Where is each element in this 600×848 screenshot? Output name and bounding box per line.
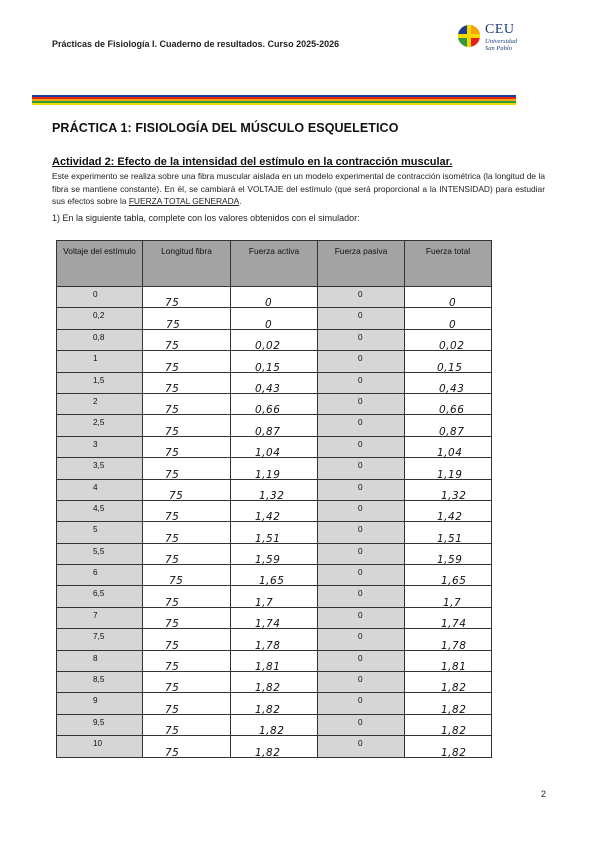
longitud-cell <box>143 479 231 500</box>
longitud-cell-value: 75 <box>165 511 180 524</box>
fuerza-activa-cell <box>231 736 318 757</box>
fuerza-activa-cell <box>231 522 318 543</box>
fuerza-pasiva-cell <box>318 287 405 308</box>
fuerza-pasiva-cell-value: 0 <box>358 461 363 471</box>
voltaje-cell <box>57 458 143 479</box>
table-row <box>57 287 492 308</box>
longitud-cell-value: 75 <box>165 382 180 395</box>
fuerza-activa-cell <box>231 436 318 460</box>
fuerza-pasiva-cell <box>318 308 405 329</box>
longitud-cell <box>143 287 231 308</box>
longitud-cell <box>143 672 231 693</box>
fuerza-pasiva-cell <box>318 500 405 521</box>
fuerza-activa-cell-value: 1,04 <box>255 447 281 460</box>
voltaje-cell-value: 0,2 <box>93 311 105 321</box>
results-table <box>56 240 492 758</box>
longitud-cell <box>143 629 231 650</box>
fuerza-activa-cell <box>231 372 318 393</box>
longitud-cell-value: 75 <box>165 618 180 631</box>
voltaje-cell-value: 9 <box>93 696 98 706</box>
voltaje-cell-value: 4 <box>93 482 98 492</box>
fuerza-activa-cell-value: 0,02 <box>255 340 281 353</box>
fuerza-activa-cell <box>231 693 318 714</box>
fuerza-total-cell <box>405 415 492 436</box>
fuerza-activa-cell-value: 0 <box>265 318 273 331</box>
fuerza-pasiva-cell <box>318 586 405 607</box>
longitud-cell-value: 75 <box>165 468 180 481</box>
voltaje-cell <box>57 650 143 671</box>
fuerza-total-cell <box>405 607 492 631</box>
fuerza-pasiva-cell-value: 0 <box>358 739 363 749</box>
fuerza-activa-cell-value: 1,82 <box>259 725 285 738</box>
voltaje-cell-value: 6 <box>93 568 98 578</box>
fuerza-pasiva-cell-value: 0 <box>358 675 363 685</box>
fuerza-activa-cell-value: 1,32 <box>259 489 285 502</box>
fuerza-activa-cell-value: 1,7 <box>255 596 274 609</box>
voltaje-cell-value: 7 <box>93 610 98 620</box>
fuerza-activa-cell-value: 1,82 <box>255 703 281 716</box>
longitud-cell-value: 75 <box>165 404 180 417</box>
fuerza-pasiva-cell-value: 0 <box>358 632 363 642</box>
table-row <box>57 351 492 372</box>
longitud-cell-value: 75 <box>165 639 180 652</box>
fuerza-activa-cell <box>231 607 318 631</box>
instructions-paragraph <box>52 170 545 208</box>
fuerza-pasiva-cell <box>318 458 405 479</box>
logo-sub-line-1: Universidad <box>485 38 518 45</box>
longitud-cell-value: 75 <box>165 746 180 759</box>
longitud-cell <box>143 372 231 393</box>
fuerza-activa-cell <box>231 586 318 607</box>
document-header-title: Prácticas de Fisiología I. Cuaderno de resultados. Curso 2025-2026 <box>52 39 340 49</box>
table-row <box>57 586 492 607</box>
table-row <box>57 372 492 393</box>
voltaje-cell-value: 9,5 <box>93 717 105 727</box>
fuerza-activa-cell <box>231 415 318 436</box>
fuerza-activa-cell-value: 1,42 <box>255 511 281 524</box>
fuerza-activa-cell <box>231 714 318 738</box>
voltaje-cell-value: 3,5 <box>93 461 105 471</box>
longitud-cell <box>143 650 231 674</box>
fuerza-total-cell <box>405 629 492 650</box>
table-row <box>57 736 492 757</box>
fuerza-pasiva-cell-value: 0 <box>358 439 363 449</box>
fuerza-pasiva-cell <box>318 522 405 543</box>
fuerza-activa-cell <box>231 650 318 674</box>
voltaje-cell <box>57 565 143 586</box>
longitud-cell <box>143 714 231 738</box>
fuerza-activa-cell-value: 1,59 <box>255 554 281 567</box>
fuerza-total-cell <box>405 543 492 567</box>
header-fuerza-activa: Fuerza activa <box>231 241 318 287</box>
voltaje-cell <box>57 522 143 543</box>
voltaje-cell-value: 2 <box>93 396 98 406</box>
fuerza-activa-cell-value: 1,78 <box>255 639 281 652</box>
fuerza-total-cell <box>405 436 492 460</box>
fuerza-pasiva-cell-value: 0 <box>358 503 363 513</box>
fuerza-pasiva-cell-value: 0 <box>358 311 363 321</box>
fuerza-pasiva-cell <box>318 693 405 714</box>
fuerza-total-cell-value: 0,87 <box>439 425 465 438</box>
fuerza-total-cell <box>405 458 492 479</box>
voltaje-cell <box>57 372 143 393</box>
fuerza-total-cell <box>405 736 492 757</box>
table-row <box>57 543 492 564</box>
fuerza-pasiva-cell-value: 0 <box>358 610 363 620</box>
fuerza-total-cell <box>405 287 492 308</box>
fuerza-activa-cell <box>231 329 318 353</box>
table-header-row <box>57 241 492 287</box>
fuerza-activa-cell-value: 1,81 <box>255 661 281 674</box>
voltaje-cell-value: 5 <box>93 525 98 535</box>
fuerza-activa-cell-value: 1,74 <box>255 618 281 631</box>
fuerza-pasiva-cell <box>318 415 405 436</box>
fuerza-pasiva-cell-value: 0 <box>358 589 363 599</box>
longitud-cell <box>143 436 231 460</box>
fuerza-total-cell <box>405 500 492 524</box>
fuerza-activa-cell-value: 1,82 <box>255 682 281 695</box>
voltaje-cell <box>57 543 143 564</box>
table-row <box>57 436 492 457</box>
longitud-cell-value: 75 <box>165 554 180 567</box>
fuerza-total-cell <box>405 393 492 417</box>
fuerza-pasiva-cell-value: 0 <box>358 375 363 385</box>
voltaje-cell-value: 10 <box>93 739 103 749</box>
voltaje-cell <box>57 693 143 714</box>
longitud-cell <box>143 586 231 607</box>
table-row <box>57 479 492 500</box>
fuerza-pasiva-cell-value: 0 <box>358 354 363 364</box>
fuerza-pasiva-cell-value: 0 <box>358 653 363 663</box>
paragraph-end: . <box>239 196 242 207</box>
voltaje-cell-value: 4,5 <box>93 503 105 513</box>
voltaje-cell <box>57 629 143 650</box>
fuerza-total-cell <box>405 372 492 393</box>
fuerza-pasiva-cell-value: 0 <box>358 525 363 535</box>
fuerza-total-cell-value: 1,19 <box>437 468 463 481</box>
fuerza-total-cell-value: 1,81 <box>441 661 467 674</box>
longitud-cell-value: 75 <box>165 596 180 609</box>
fuerza-total-cell-value: 0,43 <box>439 382 465 395</box>
table-row <box>57 329 492 350</box>
fuerza-pasiva-cell <box>318 436 405 457</box>
voltaje-cell-value: 0,8 <box>93 332 105 342</box>
table-row <box>57 629 492 650</box>
longitud-cell <box>143 308 231 329</box>
fuerza-activa-cell-value: 1,65 <box>259 575 285 588</box>
longitud-cell <box>143 458 231 479</box>
fuerza-total-cell-value: 0,66 <box>439 404 465 417</box>
table-row <box>57 714 492 735</box>
fuerza-total-cell-value: 0 <box>449 297 457 310</box>
fuerza-pasiva-cell <box>318 672 405 693</box>
longitud-cell <box>143 693 231 714</box>
fuerza-total-cell <box>405 565 492 586</box>
fuerza-total-cell <box>405 522 492 543</box>
fuerza-pasiva-cell-value: 0 <box>358 717 363 727</box>
fuerza-activa-cell <box>231 393 318 417</box>
fuerza-activa-cell-value: 0,43 <box>255 382 281 395</box>
fuerza-activa-cell <box>231 565 318 586</box>
longitud-cell-value: 75 <box>165 297 180 310</box>
voltaje-cell-value: 7,5 <box>93 632 105 642</box>
fuerza-total-cell <box>405 351 492 372</box>
fuerza-total-cell-value: 1,51 <box>437 532 463 545</box>
fuerza-activa-cell <box>231 479 318 500</box>
fuerza-pasiva-cell <box>318 565 405 586</box>
ceu-shield-icon <box>457 24 481 48</box>
fuerza-total-cell-value: 1,59 <box>437 554 463 567</box>
table-row <box>57 672 492 693</box>
fuerza-total-cell-value: 1,65 <box>441 575 467 588</box>
table-row <box>57 458 492 479</box>
longitud-cell-value: 75 <box>166 318 181 331</box>
longitud-cell-value: 75 <box>165 425 180 438</box>
fuerza-total-cell-value: 0,02 <box>439 340 465 353</box>
longitud-cell <box>143 543 231 567</box>
longitud-cell <box>143 607 231 631</box>
fuerza-total-cell-value: 1,82 <box>441 725 467 738</box>
fuerza-total-cell-value: 1,78 <box>441 639 467 652</box>
header-longitud: Longitud fibra <box>143 241 231 287</box>
voltaje-cell-value: 3 <box>93 439 98 449</box>
voltaje-cell-value: 8 <box>93 653 98 663</box>
fuerza-pasiva-cell <box>318 351 405 372</box>
fuerza-pasiva-cell <box>318 607 405 628</box>
fuerza-pasiva-cell <box>318 393 405 414</box>
fuerza-pasiva-cell <box>318 543 405 564</box>
longitud-cell-value: 75 <box>165 661 180 674</box>
fuerza-total-cell <box>405 714 492 738</box>
table-row <box>57 565 492 586</box>
fuerza-pasiva-cell <box>318 372 405 393</box>
paragraph-underlined-text: FUERZA TOTAL GENERADA <box>128 196 240 207</box>
fuerza-pasiva-cell-value: 0 <box>358 396 363 406</box>
longitud-cell <box>143 351 231 372</box>
voltaje-cell <box>57 607 143 628</box>
paragraph-text: Este experimento se realiza sobre una fibra muscular aislada en un modelo experimental de contracción isométrica (la longitud de la fibra se mantiene constante). En él, se cambiará el VOLTAJE del estímulo (que será proporcional a la INTENSIDAD) para estudiar sus efectos sobre la <box>52 171 545 207</box>
color-stripe-band <box>32 95 516 105</box>
fuerza-total-cell-value: 1,42 <box>437 511 463 524</box>
fuerza-total-cell-value: 1,82 <box>441 703 467 716</box>
fuerza-activa-cell-value: 1,19 <box>255 468 281 481</box>
fuerza-total-cell <box>405 693 492 714</box>
fuerza-total-cell <box>405 329 492 353</box>
table-row <box>57 693 492 714</box>
fuerza-total-cell <box>405 586 492 607</box>
fuerza-total-cell-value: 1,74 <box>441 618 467 631</box>
longitud-cell-value: 75 <box>165 340 180 353</box>
longitud-cell-value: 75 <box>165 703 180 716</box>
fuerza-total-cell-value: 1,82 <box>441 746 467 759</box>
fuerza-activa-cell <box>231 287 318 308</box>
voltaje-cell <box>57 500 143 521</box>
fuerza-total-cell-value: 0,15 <box>437 361 463 374</box>
voltaje-cell <box>57 415 143 436</box>
longitud-cell <box>143 329 231 353</box>
fuerza-total-cell-value: 1,32 <box>441 489 467 502</box>
table-row <box>57 607 492 628</box>
fuerza-activa-cell <box>231 308 318 329</box>
fuerza-pasiva-cell <box>318 714 405 735</box>
table-row <box>57 500 492 521</box>
fuerza-pasiva-cell <box>318 479 405 500</box>
fuerza-activa-cell-value: 0 <box>265 297 273 310</box>
fuerza-pasiva-cell-value: 0 <box>358 290 363 299</box>
voltaje-cell <box>57 736 143 757</box>
fuerza-total-cell-value: 1,7 <box>443 596 462 609</box>
table-row <box>57 308 492 329</box>
fuerza-activa-cell-value: 1,82 <box>255 746 281 759</box>
voltaje-cell <box>57 329 143 350</box>
fuerza-activa-cell <box>231 458 318 479</box>
fuerza-total-cell-value: 1,82 <box>441 682 467 695</box>
longitud-cell-value: 75 <box>169 575 184 588</box>
voltaje-cell-value: 6,5 <box>93 589 105 599</box>
longitud-cell <box>143 500 231 524</box>
logo-name: CEU <box>485 22 515 37</box>
fuerza-activa-cell-value: 1,51 <box>255 532 281 545</box>
fuerza-pasiva-cell <box>318 329 405 350</box>
fuerza-pasiva-cell <box>318 629 405 650</box>
header-fuerza-pasiva: Fuerza pasiva <box>318 241 405 287</box>
fuerza-pasiva-cell-value: 0 <box>358 696 363 706</box>
longitud-cell-value: 75 <box>165 682 180 695</box>
fuerza-total-cell <box>405 308 492 329</box>
fuerza-activa-cell-value: 0,15 <box>255 361 281 374</box>
logo-sub-line-2: San Pablo <box>485 45 512 52</box>
voltaje-cell <box>57 287 143 308</box>
fuerza-activa-cell-value: 0,87 <box>255 425 281 438</box>
voltaje-cell <box>57 714 143 735</box>
fuerza-pasiva-cell <box>318 736 405 757</box>
fuerza-pasiva-cell-value: 0 <box>358 418 363 428</box>
table-row <box>57 415 492 436</box>
fuerza-total-cell <box>405 650 492 674</box>
fuerza-activa-cell <box>231 351 318 372</box>
table-row <box>57 522 492 543</box>
fuerza-total-cell <box>405 672 492 693</box>
fuerza-total-cell-value: 1,04 <box>437 447 463 460</box>
voltaje-cell-value: 5,5 <box>93 546 105 556</box>
voltaje-cell <box>57 586 143 607</box>
longitud-cell-value: 75 <box>169 489 184 502</box>
practice-title: PRÁCTICA 1: FISIOLOGÍA DEL MÚSCULO ESQUELETICO <box>52 121 399 135</box>
fuerza-activa-cell <box>231 629 318 650</box>
fuerza-pasiva-cell-value: 0 <box>358 482 363 492</box>
question-text: 1) En la siguiente tabla, complete con los valores obtenidos con el simulador: <box>52 213 360 223</box>
fuerza-pasiva-cell-value: 0 <box>358 568 363 578</box>
ceu-logo <box>457 22 537 58</box>
voltaje-cell-value: 8,5 <box>93 675 105 685</box>
longitud-cell-value: 75 <box>165 361 180 374</box>
fuerza-activa-cell <box>231 672 318 693</box>
fuerza-activa-cell <box>231 500 318 524</box>
logo-subtitle <box>485 38 517 52</box>
longitud-cell <box>143 522 231 543</box>
table-row <box>57 393 492 414</box>
color-stripe <box>32 103 516 105</box>
header-voltaje: Voltaje del estímulo <box>57 241 143 287</box>
table-row <box>57 650 492 671</box>
voltaje-cell-value: 1,5 <box>93 375 105 385</box>
longitud-cell-value: 75 <box>165 725 180 738</box>
fuerza-pasiva-cell-value: 0 <box>358 332 363 342</box>
voltaje-cell <box>57 479 143 500</box>
voltaje-cell <box>57 308 143 329</box>
fuerza-activa-cell-value: 0,66 <box>255 404 281 417</box>
fuerza-activa-cell <box>231 543 318 567</box>
voltaje-cell <box>57 672 143 693</box>
fuerza-total-cell <box>405 479 492 500</box>
voltaje-cell-value: 2,5 <box>93 418 105 428</box>
longitud-cell <box>143 736 231 757</box>
fuerza-pasiva-cell <box>318 650 405 671</box>
voltaje-cell-value: 0 <box>93 290 98 299</box>
fuerza-total-cell-value: 0 <box>449 318 457 331</box>
activity-title: Actividad 2: Efecto de la intensidad del estímulo en la contracción muscular. <box>52 156 453 168</box>
longitud-cell <box>143 393 231 417</box>
longitud-cell <box>143 565 231 586</box>
voltaje-cell <box>57 351 143 372</box>
fuerza-pasiva-cell-value: 0 <box>358 546 363 556</box>
longitud-cell-value: 75 <box>165 447 180 460</box>
longitud-cell-value: 75 <box>165 532 180 545</box>
voltaje-cell-value: 1 <box>93 354 98 364</box>
page-number: 2 <box>541 789 547 799</box>
voltaje-cell <box>57 436 143 457</box>
voltaje-cell <box>57 393 143 414</box>
longitud-cell <box>143 415 231 436</box>
header-fuerza-total: Fuerza total <box>405 241 492 287</box>
